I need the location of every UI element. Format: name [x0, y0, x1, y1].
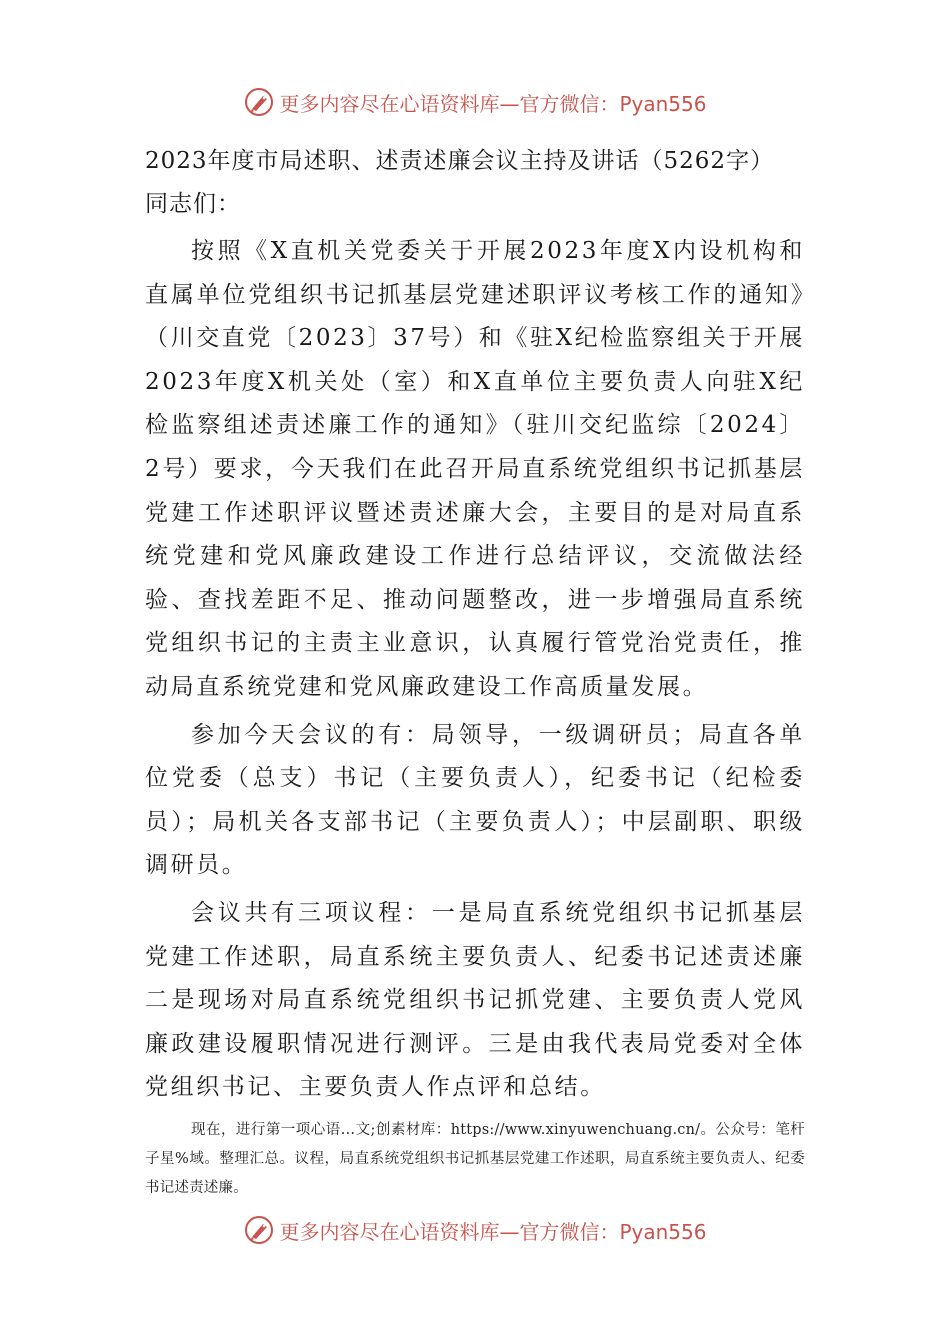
- footer-banner: [0, 1208, 950, 1252]
- document-body: [145, 140, 805, 1203]
- header-banner: [0, 80, 950, 124]
- banner-text: 更多内容尽在心语资料库—官方微信：Pyan556: [279, 1219, 707, 1244]
- note-paragraph: 现在，进行第一项心语…文;创素材库：https://www.xinyuwenchuang.cn/。公众号：笔杆子星%域。整理汇总。议程，局直系统党组织书记抓基层党建工作述职，局直系统主要负责人、纪委书记述责述廉。: [145, 1121, 805, 1196]
- document-title: 2023年度市局述职、述责述廉会议主持及讲话（5262字）: [145, 148, 775, 174]
- pen-nib-logo-icon: [243, 1214, 275, 1246]
- paragraph: 参加今天会议的有：局领导，一级调研员；局直各单位党委（总支）书记（主要负责人），纪委书记（纪检委员）；局机关各支部书记（主要负责人）；中层副职、职级调研员。: [145, 721, 805, 879]
- pen-nib-logo-icon: [243, 86, 275, 118]
- paragraph: 会议共有三项议程：一是局直系统党组织书记抓基层党建工作述职，局直系统主要负责人、纪委书记述责述廉二是现场对局直系统党组织书记抓党建、主要负责人党风廉政建设履职情况进行测评。三是由我代表局党委对全体党组织书记、主要负责人作点评和总结。: [145, 899, 805, 1101]
- paragraph: 按照《X直机关党委关于开展2023年度X内设机构和直属单位党组织书记抓基层党建述职评议考核工作的通知》（川交直党〔2023〕37号）和《驻X纪检监察组关于开展2023年度X机关处（室）和X直单位主要负责人向驻X纪检监察组述责述廉工作的通知》（驻川交纪监综〔2024〕2号）要求，今天我们在此召开局直系统党组织书记抓基层党建工作述职评议暨述责述廉大会，主要目的是对局直系统党建和党风廉政建设工作进行总结评议，交流做法经验、查找差距不足、推动问题整改，进一步增强局直系统党组织书记的主责主业意识，认真履行管党治党责任，推动局直系统党建和党风廉政建设工作高质量发展。: [145, 238, 805, 700]
- banner-text: 更多内容尽在心语资料库—官方微信：Pyan556: [279, 91, 707, 116]
- salutation: 同志们：: [145, 191, 241, 217]
